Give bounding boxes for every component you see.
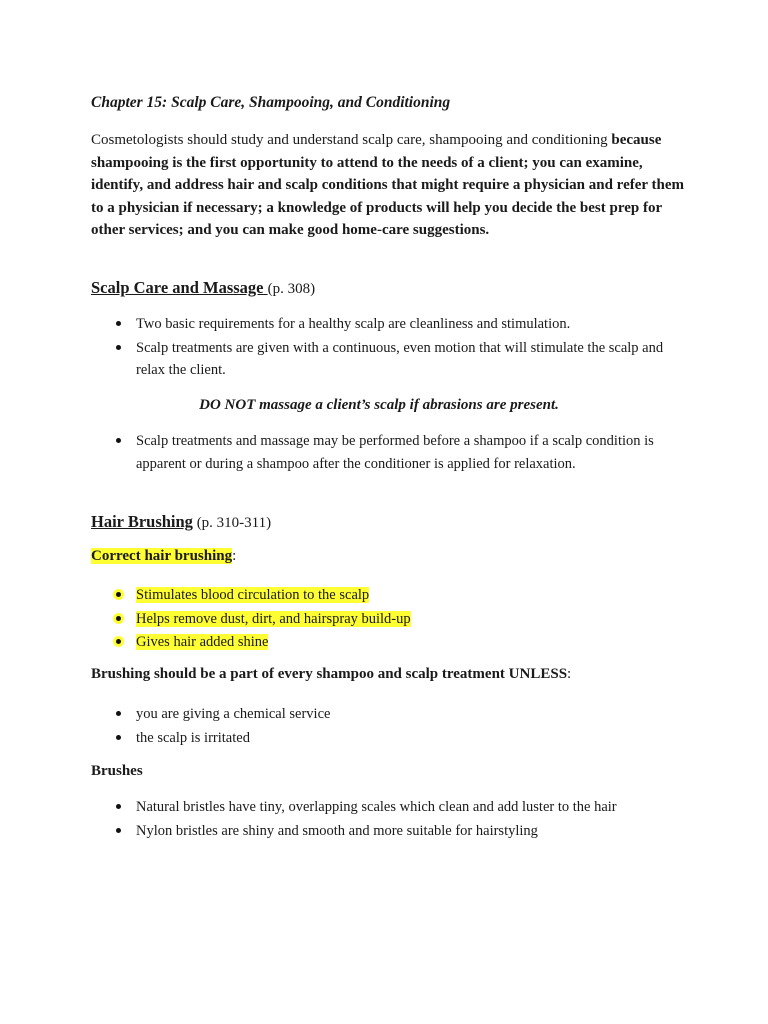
hair-brushing-heading xyxy=(91,512,271,532)
brushing-unless-text: Brushing should be a part of every shampoo and scalp treatment UNLESS xyxy=(91,666,568,682)
brushes-label: Brushes xyxy=(91,763,143,779)
intro-plain-text: Cosmetologists should study and understand scalp care, shampooing and conditioning xyxy=(91,132,612,148)
correct-brushing-label-text: Correct hair brushing xyxy=(91,548,233,564)
brushing-exceptions-list xyxy=(91,703,691,750)
list-item xyxy=(91,631,691,654)
brushing-unless-label xyxy=(91,666,571,683)
scalp-care-page-ref: (p. 308) xyxy=(267,281,316,297)
scalp-bullets-list xyxy=(91,313,691,383)
list-item xyxy=(91,608,691,631)
intro-paragraph xyxy=(91,129,691,242)
scalp-treatment-bullets-list xyxy=(91,430,691,476)
list-item xyxy=(91,584,691,607)
list-item: Nylon bristles are shiny and smooth and more suitable for hairstyling xyxy=(91,820,691,843)
scalp-care-heading-title: Scalp Care and Massage xyxy=(91,278,268,297)
hair-brushing-page-ref: (p. 310-311) xyxy=(192,515,272,531)
correct-brushing-colon: : xyxy=(232,548,237,564)
abrasion-warning: DO NOT massage a client’s scalp if abrasions are present. xyxy=(199,397,559,413)
list-item: Natural bristles have tiny, overlapping scales which clean and add luster to the hair xyxy=(91,796,691,819)
correct-brushing-label xyxy=(91,548,236,565)
intro-bold-text: because shampooing is the first opportunity to attend to the needs of a client; you can examine, identify, and address hair and scalp conditions that might require a physician and refer them to a physician if necessary; a knowledge of products will help you decide the best prep for other services; and you can make good home-care suggestions. xyxy=(91,132,685,238)
correct-brushing-list xyxy=(91,584,691,655)
brushes-list xyxy=(91,796,691,843)
list-item: you are giving a chemical service xyxy=(91,703,691,726)
list-item: Scalp treatments and massage may be performed before a shampoo if a scalp condition is apparent or during a shampoo after the conditioner is applied for relaxation. xyxy=(91,430,691,475)
highlighted-text: Stimulates blood circulation to the scalp xyxy=(136,587,370,603)
list-item: the scalp is irritated xyxy=(91,727,691,750)
chapter-title: Chapter 15: Scalp Care, Shampooing, and Conditioning xyxy=(91,94,451,111)
hair-brushing-heading-title: Hair Brushing xyxy=(91,512,193,531)
highlighted-text: Helps remove dust, dirt, and hairspray build-up xyxy=(136,610,411,627)
brushing-unless-colon: : xyxy=(567,666,572,682)
list-item: Scalp treatments are given with a continuous, even motion that will stimulate the scalp and relax the client. xyxy=(91,337,691,382)
list-item: Two basic requirements for a healthy scalp are cleanliness and stimulation. xyxy=(91,313,691,336)
highlighted-text: Gives hair added shine xyxy=(136,634,269,650)
scalp-care-heading xyxy=(91,278,315,298)
